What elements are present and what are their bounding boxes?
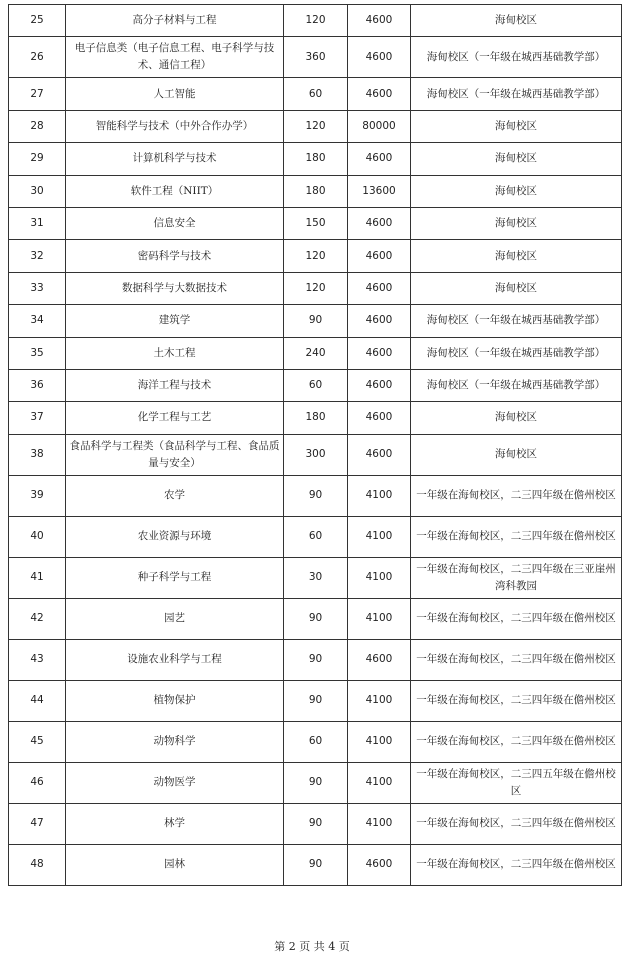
campus-location: 一年级在海甸校区，二三四年级在儋州校区 <box>411 516 622 557</box>
major-name: 园林 <box>66 844 284 885</box>
enrollment-quota: 90 <box>284 803 348 844</box>
tuition-fee: 4100 <box>348 475 411 516</box>
major-name: 数据科学与大数据技术 <box>66 272 284 304</box>
campus-location: 海甸校区 <box>411 5 622 37</box>
major-name: 密码科学与技术 <box>66 240 284 272</box>
table-row <box>9 272 622 304</box>
table-row <box>9 337 622 369</box>
table-row <box>9 762 622 803</box>
row-number: 46 <box>9 762 66 803</box>
enrollment-quota: 60 <box>284 369 348 401</box>
campus-location: 一年级在海甸校区，二三四年级在儋州校区 <box>411 639 622 680</box>
table-row <box>9 369 622 401</box>
major-name: 园艺 <box>66 598 284 639</box>
major-name: 信息安全 <box>66 207 284 239</box>
major-name: 种子科学与工程 <box>66 557 284 598</box>
major-name: 动物医学 <box>66 762 284 803</box>
row-number: 28 <box>9 110 66 142</box>
table-row <box>9 78 622 110</box>
major-name: 电子信息类（电子信息工程、电子科学与技术、通信工程） <box>66 37 284 78</box>
campus-location: 海甸校区（一年级在城西基础教学部） <box>411 369 622 401</box>
enrollment-quota: 90 <box>284 475 348 516</box>
tuition-fee: 4600 <box>348 272 411 304</box>
campus-location: 一年级在海甸校区，二三四年级在儋州校区 <box>411 803 622 844</box>
enrollment-quota: 180 <box>284 143 348 175</box>
enrollment-quota: 90 <box>284 305 348 337</box>
enrollment-quota: 120 <box>284 5 348 37</box>
table-row <box>9 434 622 475</box>
table-row <box>9 598 622 639</box>
row-number: 37 <box>9 402 66 434</box>
table-row <box>9 143 622 175</box>
campus-location: 海甸校区 <box>411 272 622 304</box>
enrollment-quota: 150 <box>284 207 348 239</box>
tuition-fee: 4100 <box>348 721 411 762</box>
major-name: 动物科学 <box>66 721 284 762</box>
enrollment-quota: 90 <box>284 598 348 639</box>
row-number: 25 <box>9 5 66 37</box>
tuition-fee: 4100 <box>348 598 411 639</box>
row-number: 30 <box>9 175 66 207</box>
campus-location: 海甸校区 <box>411 110 622 142</box>
enrollment-quota: 180 <box>284 402 348 434</box>
major-name: 智能科学与技术（中外合作办学） <box>66 110 284 142</box>
row-number: 44 <box>9 680 66 721</box>
row-number: 31 <box>9 207 66 239</box>
tuition-fee: 4100 <box>348 803 411 844</box>
table-row <box>9 37 622 78</box>
campus-location: 海甸校区（一年级在城西基础教学部） <box>411 78 622 110</box>
row-number: 27 <box>9 78 66 110</box>
row-number: 39 <box>9 475 66 516</box>
tuition-fee: 4600 <box>348 639 411 680</box>
campus-location: 一年级在海甸校区，二三四五年级在儋州校区 <box>411 762 622 803</box>
tuition-fee: 80000 <box>348 110 411 142</box>
table-row <box>9 110 622 142</box>
tuition-fee: 4600 <box>348 78 411 110</box>
major-name: 软件工程（NIIT） <box>66 175 284 207</box>
major-name: 设施农业科学与工程 <box>66 639 284 680</box>
enrollment-quota: 60 <box>284 78 348 110</box>
tuition-fee: 4600 <box>348 207 411 239</box>
row-number: 35 <box>9 337 66 369</box>
table-row <box>9 803 622 844</box>
tuition-fee: 4600 <box>348 369 411 401</box>
campus-location: 海甸校区 <box>411 175 622 207</box>
enrollment-quota: 90 <box>284 639 348 680</box>
tuition-fee: 4600 <box>348 240 411 272</box>
tuition-fee: 4600 <box>348 5 411 37</box>
table-row <box>9 240 622 272</box>
campus-location: 一年级在海甸校区，二三四年级在儋州校区 <box>411 721 622 762</box>
campus-location: 海甸校区（一年级在城西基础教学部） <box>411 37 622 78</box>
row-number: 38 <box>9 434 66 475</box>
campus-location: 一年级在海甸校区，二三四年级在儋州校区 <box>411 598 622 639</box>
tuition-fee: 4600 <box>348 37 411 78</box>
enrollment-quota: 60 <box>284 721 348 762</box>
row-number: 34 <box>9 305 66 337</box>
row-number: 48 <box>9 844 66 885</box>
major-name: 农业资源与环境 <box>66 516 284 557</box>
tuition-fee: 4600 <box>348 844 411 885</box>
major-name: 食品科学与工程类（食品科学与工程、食品质量与安全） <box>66 434 284 475</box>
major-name: 土木工程 <box>66 337 284 369</box>
tuition-fee: 4600 <box>348 337 411 369</box>
enrollment-table <box>8 4 622 886</box>
major-name: 建筑学 <box>66 305 284 337</box>
table-row <box>9 5 622 37</box>
campus-location: 海甸校区（一年级在城西基础教学部） <box>411 337 622 369</box>
tuition-fee: 4600 <box>348 143 411 175</box>
tuition-fee: 4600 <box>348 402 411 434</box>
enrollment-quota: 90 <box>284 680 348 721</box>
table-row <box>9 844 622 885</box>
page-footer: 第 2 页 共 4 页 <box>274 940 350 953</box>
row-number: 29 <box>9 143 66 175</box>
tuition-fee: 4100 <box>348 516 411 557</box>
campus-location: 海甸校区 <box>411 240 622 272</box>
row-number: 45 <box>9 721 66 762</box>
row-number: 47 <box>9 803 66 844</box>
campus-location: 海甸校区（一年级在城西基础教学部） <box>411 305 622 337</box>
table-row <box>9 721 622 762</box>
table-row <box>9 475 622 516</box>
campus-location: 一年级在海甸校区，二三四年级在儋州校区 <box>411 844 622 885</box>
enrollment-quota: 90 <box>284 844 348 885</box>
major-name: 林学 <box>66 803 284 844</box>
tuition-fee: 4100 <box>348 557 411 598</box>
major-name: 高分子材料与工程 <box>66 5 284 37</box>
table-row <box>9 402 622 434</box>
major-name: 农学 <box>66 475 284 516</box>
row-number: 32 <box>9 240 66 272</box>
table-row <box>9 639 622 680</box>
tuition-fee: 4600 <box>348 434 411 475</box>
major-name: 植物保护 <box>66 680 284 721</box>
enrollment-quota: 60 <box>284 516 348 557</box>
enrollment-quota: 120 <box>284 110 348 142</box>
major-name: 人工智能 <box>66 78 284 110</box>
campus-location: 海甸校区 <box>411 402 622 434</box>
enrollment-quota: 30 <box>284 557 348 598</box>
table-row <box>9 175 622 207</box>
enrollment-quota: 240 <box>284 337 348 369</box>
row-number: 33 <box>9 272 66 304</box>
row-number: 42 <box>9 598 66 639</box>
table-row <box>9 207 622 239</box>
table-row <box>9 680 622 721</box>
row-number: 41 <box>9 557 66 598</box>
campus-location: 一年级在海甸校区，二三四年级在儋州校区 <box>411 475 622 516</box>
campus-location: 海甸校区 <box>411 434 622 475</box>
campus-location: 一年级在海甸校区，二三四年级在儋州校区 <box>411 680 622 721</box>
tuition-fee: 13600 <box>348 175 411 207</box>
enrollment-quota: 120 <box>284 272 348 304</box>
enrollment-quota: 90 <box>284 762 348 803</box>
enrollment-quota: 300 <box>284 434 348 475</box>
table-row <box>9 516 622 557</box>
major-name: 计算机科学与技术 <box>66 143 284 175</box>
row-number: 43 <box>9 639 66 680</box>
table-row <box>9 557 622 598</box>
campus-location: 海甸校区 <box>411 207 622 239</box>
table-row <box>9 305 622 337</box>
row-number: 40 <box>9 516 66 557</box>
tuition-fee: 4600 <box>348 305 411 337</box>
major-name: 海洋工程与技术 <box>66 369 284 401</box>
tuition-fee: 4100 <box>348 762 411 803</box>
major-name: 化学工程与工艺 <box>66 402 284 434</box>
row-number: 26 <box>9 37 66 78</box>
row-number: 36 <box>9 369 66 401</box>
enrollment-quota: 360 <box>284 37 348 78</box>
tuition-fee: 4100 <box>348 680 411 721</box>
campus-location: 一年级在海甸校区，二三四年级在三亚崖州湾科教园 <box>411 557 622 598</box>
enrollment-quota: 120 <box>284 240 348 272</box>
enrollment-quota: 180 <box>284 175 348 207</box>
campus-location: 海甸校区 <box>411 143 622 175</box>
